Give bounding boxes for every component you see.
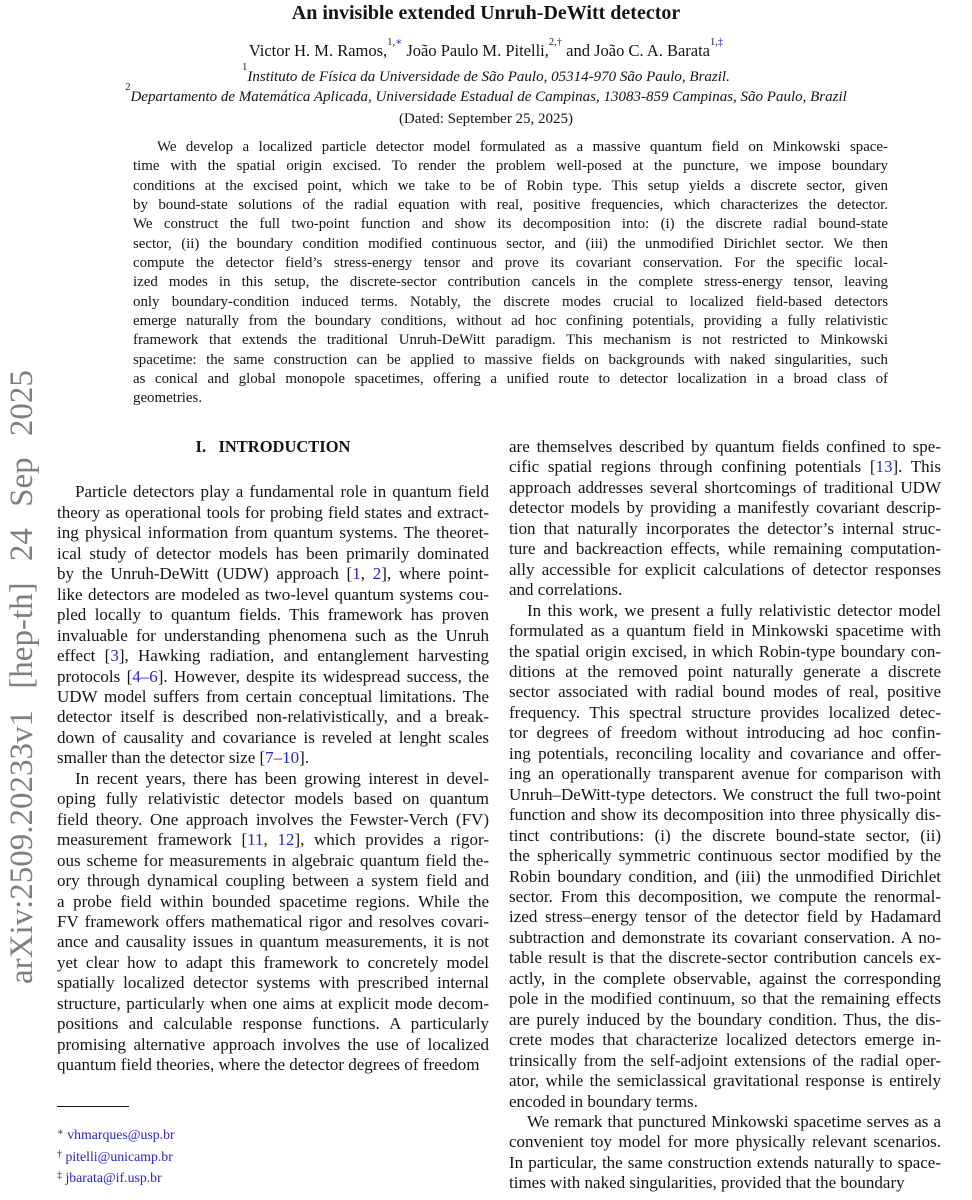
- text-line: the spatial origin excised, in which Robin-type boundary con-: [509, 641, 941, 661]
- affiliation: $^1$Instituto de Física da Universidade de São Paulo, 05314-970 São Paulo, Brazil.: [242, 62, 730, 85]
- citation-link[interactable]: 1: [352, 564, 361, 584]
- author-footnote-mark[interactable]: †: [556, 36, 562, 48]
- text-line: In this work, we present a fully relativistic detector model: [527, 600, 941, 620]
- text-line: ditions at the removed point naturally generate a discrete: [509, 661, 941, 681]
- text-line: framework that extends the traditional Unruh-DeWitt paradigm. This mechanism is not restricted to Minkowski: [133, 332, 888, 349]
- text-line: detector itself is described non-relativistically, and a break-: [57, 707, 489, 727]
- text-line: by bound-state solutions of the radial equation with real, positive frequencies, which characterizes the detector.: [133, 197, 888, 214]
- citation-link[interactable]: 7–10: [265, 748, 300, 768]
- text-line: theory as operational tools for probing field states and extract-: [57, 502, 489, 522]
- paper-title: An invisible extended Unruh-DeWitt detector: [291, 2, 681, 24]
- citation-link[interactable]: 12: [277, 830, 295, 850]
- citation-link[interactable]: 13: [875, 457, 893, 477]
- footnote-email-link[interactable]: vhmarques@usp.br: [67, 1127, 175, 1142]
- text-line: are purely induced by the boundary condition. Thus, the dis-: [509, 1009, 941, 1029]
- text-line: protocols [4–6]. However, despite its widespread success, the: [57, 666, 490, 686]
- text-line: oping fully relativistic detector models based on quantum: [57, 789, 489, 809]
- text-line: sector. From this decomposition, we compute the renormal-: [509, 886, 941, 906]
- citation-link[interactable]: 2: [372, 564, 382, 584]
- text-line: yet clear how to adapt this framework to concretely model: [57, 952, 489, 972]
- text-line: time with the spatial origin excised. To render the problem well-posed at the puncture, we impose boundary: [133, 158, 888, 175]
- footnote-rule: [57, 1106, 129, 1107]
- footnote-item: [57, 1147, 489, 1169]
- author-superscript: 1,∗: [387, 36, 403, 48]
- text-line: and correlations.: [509, 580, 623, 600]
- text-line: spatially localized detector systems with prescribed internal: [57, 973, 489, 993]
- footnote-item: [57, 1125, 489, 1147]
- author-superscript: 2,†: [548, 36, 562, 48]
- footnote-email-link[interactable]: pitelli@unicamp.br: [65, 1148, 173, 1164]
- author-superscript: 1,‡: [710, 36, 724, 48]
- column-left: [57, 437, 489, 1076]
- text-line: the spherically symmetric continuous sector modified by the: [509, 846, 941, 866]
- footnote-item: [57, 1168, 489, 1190]
- text-line: frequency. This spectral structure provides localized detec-: [509, 702, 941, 722]
- section-heading-introduction: I. INTRODUCTION: [195, 437, 351, 456]
- footnote-email-link[interactable]: jbarata@if.usp.br: [65, 1170, 162, 1185]
- text-line: ator, while the semiclassical gravitational response is entirely: [509, 1071, 941, 1091]
- arxiv-watermark: arXiv:2509.20233v1 [hep-th] 24 Sep 2025: [4, 370, 40, 984]
- text-line: ory through dynamical coupling between a system field and: [57, 871, 489, 891]
- text-line: ance and causality issues in quantum measurements, it is not: [57, 932, 489, 952]
- author-footnote-mark[interactable]: ∗: [395, 36, 403, 48]
- text-line: emerge naturally from the boundary conditions, without ad hoc confining potentials, providing a fully relativistic: [133, 313, 888, 330]
- text-line: measurement framework [11, 12], which provides a rigor-: [57, 830, 489, 850]
- text-line: encoded in boundary terms.: [509, 1091, 698, 1111]
- affiliation: $^2$Departamento de Matemática Aplicada, Universidade Estadual de Campinas, 13083-859 Campinas, São Paulo, Brazil: [125, 81, 847, 105]
- author-line: [44, 36, 928, 61]
- author-name: João Paulo M. Pitelli,$^{2,\dagger}$: [406, 36, 562, 60]
- column-right: [509, 437, 941, 1194]
- text-line: ing an operationally transparent avenue for comparison with: [509, 764, 941, 784]
- text-line: spacetime: the same construction can be applied to massive fields on backgrounds with naked singularities, such: [133, 351, 888, 368]
- paragraph: [509, 1112, 941, 1194]
- text-line: ous scheme for measurements in algebraic quantum field the-: [57, 850, 489, 870]
- citation-link[interactable]: 3: [110, 646, 119, 666]
- footnote-list: [57, 1125, 489, 1190]
- author-footnote-mark[interactable]: ‡: [717, 36, 724, 48]
- text-line: In particular, the same construction extends naturally to space-: [509, 1152, 941, 1172]
- text-line: pled locally to quantum fields. This framework has proven: [57, 605, 489, 625]
- text-line: invaluable for understanding phenomena such as the Unruh: [57, 625, 489, 645]
- text-line: ally accessible for explicit calculations of detector responses: [509, 559, 941, 579]
- text-line: FV framework offers mathematical rigor and resolves covari-: [57, 911, 489, 931]
- text-line: ing physical information from quantum systems. The theoret-: [57, 523, 489, 543]
- text-line: only boundary-condition induced terms. Notably, the discrete modes crucial to localized field-based detectors: [133, 293, 888, 310]
- text-line: by the Unruh-DeWitt (UDW) approach [1, 2], where point-: [57, 564, 489, 584]
- author-name: Victor H. M. Ramos,$^{1,∗}$: [248, 36, 403, 60]
- text-line: approach addresses several shortcomings of traditional UDW: [509, 477, 941, 497]
- text-line: geometries.: [133, 390, 203, 407]
- text-line: sector associated with radial bound modes of real, positive: [509, 682, 941, 702]
- text-line: subtraction and demonstrate its covariant conservation. A no-: [509, 927, 941, 947]
- text-line: We construct the full two-point function and show its decomposition into: (i) the discrete radial bound-state: [133, 216, 888, 233]
- author-name: and João C. A. Barata$^{1,\ddagger}$: [566, 36, 724, 60]
- text-line: detector models by providing a manifestly covariant descrip-: [509, 498, 941, 518]
- text-line: convenient toy model for more physically relevant scenarios.: [509, 1132, 941, 1152]
- text-line: conditions at the excised point, which we take to be of Robin type. This setup yields a discrete sector, given: [133, 177, 888, 194]
- footnote-symbol: ∗: [57, 1127, 64, 1138]
- footnote-symbol: ‡: [57, 1170, 62, 1181]
- citation-link[interactable]: 11: [247, 830, 264, 850]
- dated-line: (Dated: September 25, 2025): [398, 111, 574, 127]
- abstract: [133, 138, 888, 409]
- text-line: sector, (ii) the boundary condition modified continuous sector, and (iii) the unmodified Dirichlet sector. We then: [133, 235, 888, 252]
- text-line: promising alternative approach involves the use of localized: [57, 1034, 489, 1054]
- text-line: Unruh–DeWitt-type detectors. We construct the full two-point: [509, 784, 941, 804]
- text-line: trinsically from the self-adjoint extensions of the radial oper-: [509, 1050, 941, 1070]
- text-line: ing potentials, reconciling locality and covariance and offer-: [509, 743, 941, 763]
- paragraph: [509, 601, 941, 1112]
- paragraph: [57, 482, 489, 768]
- text-line: crete modes that characterize localized detectors emerge in-: [509, 1030, 941, 1050]
- text-line: tinct contributions: (i) the discrete bound-state sector, (ii): [509, 825, 941, 845]
- citation-link[interactable]: 4–6: [132, 666, 158, 686]
- text-line: structure, particularly when one aims at explicit mode decom-: [57, 993, 489, 1013]
- text-line: cific spatial regions through confining potentials [13]. This: [509, 457, 942, 477]
- text-line: ized modes in this setup, the discrete-sector contribution cancels in the complete stress-energy tensor, leaving: [133, 274, 888, 291]
- text-line: actly, in the complete observable, against the corresponding: [509, 968, 941, 988]
- text-line: like detectors are modeled as two-level quantum systems cou-: [57, 584, 489, 604]
- affiliation-superscript: 2: [125, 81, 131, 93]
- footnotes: [57, 1106, 489, 1190]
- text-line: We remark that punctured Minkowski spacetime serves as a: [527, 1111, 941, 1131]
- text-line: tion that naturally incorporates the detector’s internal struc-: [509, 518, 941, 538]
- text-line: table result is that the discrete-sector contribution cancels ex-: [509, 948, 941, 968]
- paragraph: [509, 437, 941, 601]
- text-line: ture and backreaction effects, while remaining computation-: [509, 539, 941, 559]
- paragraph: [133, 138, 888, 409]
- text-line: In recent years, there has been growing interest in devel-: [75, 768, 489, 788]
- text-line: formulated as a quantum field in Minkowski spacetime with: [509, 621, 941, 641]
- text-line: field theory. One approach involves the Fewster-Verch (FV): [57, 809, 489, 829]
- text-line: Robin boundary condition, and (iii) the unmodified Dirichlet: [509, 866, 941, 886]
- text-line: ical study of detector models has been primarily dominated: [57, 543, 489, 563]
- text-line: tor degrees of freedom without introducing ad hoc confin-: [509, 723, 941, 743]
- text-line: function and show its decomposition into three physically dis-: [509, 805, 941, 825]
- text-line: a probe field within bounded spacetime regions. While the: [57, 891, 489, 911]
- text-line: UDW model suffers from certain conceptual limitations. The: [57, 686, 489, 706]
- affiliation-superscript: 1: [242, 62, 248, 73]
- text-line: effect [3], Hawking radiation, and entanglement harvesting: [57, 646, 489, 666]
- text-line: are themselves described by quantum fields confined to spe-: [509, 437, 941, 456]
- paragraph: [57, 769, 489, 1076]
- text-line: quantum field theories, where the detector degrees of freedom: [57, 1055, 480, 1075]
- text-line: smaller than the detector size [7–10].: [57, 748, 310, 768]
- text-line: positions and calculable response functions. A particularly: [57, 1014, 489, 1034]
- text-line: ized stress–energy tensor of the detector field by Hadamard: [509, 907, 941, 927]
- affiliation-list: [44, 62, 928, 107]
- footnote-symbol: †: [57, 1148, 62, 1160]
- text-line: We develop a localized particle detector model formulated as a massive quantum field on Minkowski space-: [157, 139, 888, 155]
- text-line: as conical and global monopole spacetimes, offering a unified route to detector localization in a broad class of: [133, 371, 888, 388]
- text-line: compute the detector field’s stress-energy tensor and prove its covariant conservation. For the specific local-: [133, 255, 888, 272]
- text-line: Particle detectors play a fundamental role in quantum field: [75, 482, 489, 502]
- column-left-paragraphs: [57, 482, 489, 1075]
- paper-header: [44, 2, 928, 128]
- text-line: pole in the modified continuum, so that the remaining effects: [509, 989, 941, 1009]
- text-line: times with naked singularities, provided that the boundary: [509, 1173, 905, 1193]
- text-line: down of causality and covariance is reveled at lenght scales: [57, 727, 489, 747]
